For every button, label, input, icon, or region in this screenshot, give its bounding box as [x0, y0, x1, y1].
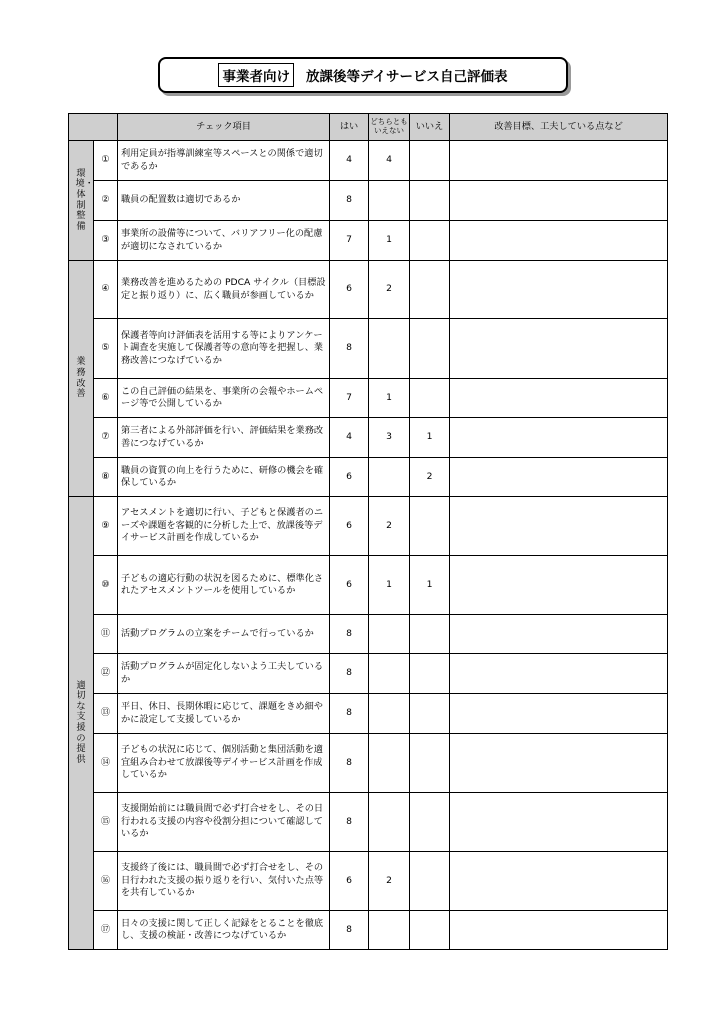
item-number: ⑥ — [94, 379, 118, 418]
item-number: ⑪ — [94, 615, 118, 654]
check-item-text: この自己評価の結果を、事業所の会報やホームページ等で公開しているか — [118, 379, 330, 418]
notes-cell — [450, 654, 668, 694]
header-no: いいえ — [410, 114, 450, 141]
neither-count: 4 — [369, 141, 410, 181]
check-item-text: 支援終了後には、職員間で必ず打合せをし、その日行われた支援の振り返りを行い、気付いた点等を共有しているか — [118, 852, 330, 911]
table-row — [69, 497, 668, 556]
table-row — [69, 556, 668, 615]
check-item-text: 活動プログラムの立案をチームで行っているか — [118, 615, 330, 654]
check-item-text: 保護者等向け評価表を活用する等によりアンケート調査を実施して保護者等の意向等を把握し、業務改善につなげているか — [118, 319, 330, 379]
notes-cell — [450, 694, 668, 734]
neither-count — [369, 615, 410, 654]
yes-count: 8 — [330, 319, 369, 379]
yes-count: 8 — [330, 181, 369, 221]
item-number: ⑮ — [94, 793, 118, 852]
item-number: ③ — [94, 221, 118, 261]
check-item-text: 職員の配置数は適切であるか — [118, 181, 330, 221]
yes-count: 4 — [330, 141, 369, 181]
neither-count: 2 — [369, 261, 410, 319]
table-row — [69, 793, 668, 852]
neither-count — [369, 911, 410, 950]
item-number: ⑨ — [94, 497, 118, 556]
notes-cell — [450, 221, 668, 261]
item-number: ⑧ — [94, 458, 118, 497]
title-main: 放課後等デイサービス自己評価表 — [305, 69, 508, 85]
notes-cell — [450, 556, 668, 615]
table-row — [69, 141, 668, 181]
table-row — [69, 418, 668, 458]
notes-cell — [450, 615, 668, 654]
yes-count: 6 — [330, 458, 369, 497]
no-count — [410, 734, 450, 793]
check-item-text: 職員の資質の向上を行うために、研修の機会を確保しているか — [118, 458, 330, 497]
item-number: ① — [94, 141, 118, 181]
self-evaluation-table — [68, 113, 668, 950]
notes-cell — [450, 458, 668, 497]
item-number: ⑩ — [94, 556, 118, 615]
yes-count: 8 — [330, 694, 369, 734]
notes-cell — [450, 793, 668, 852]
yes-count: 6 — [330, 497, 369, 556]
check-item-text: 業務改善を進めるための PDCA サイクル（目標設定と振り返り）に、広く職員が参画しているか — [118, 261, 330, 319]
item-number: ⑯ — [94, 852, 118, 911]
neither-count — [369, 181, 410, 221]
item-number: ② — [94, 181, 118, 221]
category-work-improvement: 業務改善 — [69, 261, 94, 497]
notes-cell — [450, 319, 668, 379]
no-count — [410, 852, 450, 911]
header-notes: 改善目標、工夫している点など — [450, 114, 668, 141]
document-title — [158, 57, 568, 93]
neither-count — [369, 694, 410, 734]
table-row — [69, 911, 668, 950]
notes-cell — [450, 734, 668, 793]
check-item-text: 第三者による外部評価を行い、評価結果を業務改善につなげているか — [118, 418, 330, 458]
table-row — [69, 694, 668, 734]
table-row — [69, 319, 668, 379]
no-count — [410, 141, 450, 181]
no-count — [410, 497, 450, 556]
check-item-text: 子どもの状況に応じて、個別活動と集団活動を適宜組み合わせて放課後等デイサービス計画を作成しているか — [118, 734, 330, 793]
neither-count — [369, 793, 410, 852]
no-count: 2 — [410, 458, 450, 497]
yes-count: 6 — [330, 261, 369, 319]
check-item-text: 平日、休日、長期休暇に応じて、課題をきめ細やかに設定して支援しているか — [118, 694, 330, 734]
neither-count: 3 — [369, 418, 410, 458]
check-item-text: 子どもの適応行動の状況を図るために、標準化されたアセスメントツールを使用しているか — [118, 556, 330, 615]
table-row — [69, 458, 668, 497]
neither-count — [369, 458, 410, 497]
item-number: ④ — [94, 261, 118, 319]
check-item-text: 日々の支援に関して正しく記録をとることを徹底し、支援の検証・改善につなげているか — [118, 911, 330, 950]
no-count: 1 — [410, 556, 450, 615]
table-row — [69, 734, 668, 793]
check-item-text: 支援開始前には職員間で必ず打合せをし、その日行われる支援の内容や役割分担について確認しているか — [118, 793, 330, 852]
no-count — [410, 261, 450, 319]
no-count — [410, 654, 450, 694]
notes-cell — [450, 181, 668, 221]
yes-count: 8 — [330, 911, 369, 950]
category-appropriate-support: 適切な支援の提供 — [69, 497, 94, 950]
header-neither: どちらとも いえない — [369, 114, 410, 141]
yes-count: 6 — [330, 556, 369, 615]
no-count — [410, 911, 450, 950]
table-row — [69, 379, 668, 418]
check-item-text: 事業所の設備等について、バリアフリー化の配慮が適切になされているか — [118, 221, 330, 261]
table-row — [69, 261, 668, 319]
neither-count — [369, 319, 410, 379]
notes-cell — [450, 379, 668, 418]
notes-cell — [450, 911, 668, 950]
neither-count: 2 — [369, 852, 410, 911]
table-row — [69, 654, 668, 694]
yes-count: 7 — [330, 221, 369, 261]
notes-cell — [450, 141, 668, 181]
check-item-text: アセスメントを適切に行い、子どもと保護者のニーズや課題を客観的に分析した上で、放課後等デイサービス計画を作成しているか — [118, 497, 330, 556]
neither-count: 1 — [369, 221, 410, 261]
table-row — [69, 221, 668, 261]
yes-count: 6 — [330, 852, 369, 911]
neither-count — [369, 654, 410, 694]
table-row — [69, 852, 668, 911]
yes-count: 8 — [330, 793, 369, 852]
header-check-item: チェック項目 — [118, 114, 330, 141]
neither-count: 1 — [369, 379, 410, 418]
item-number: ⑤ — [94, 319, 118, 379]
no-count — [410, 694, 450, 734]
check-item-text: 活動プログラムが固定化しないよう工夫しているか — [118, 654, 330, 694]
notes-cell — [450, 418, 668, 458]
no-count — [410, 615, 450, 654]
yes-count: 4 — [330, 418, 369, 458]
item-number: ⑰ — [94, 911, 118, 950]
no-count: 1 — [410, 418, 450, 458]
notes-cell — [450, 852, 668, 911]
check-item-text: 利用定員が指導訓練室等スペースとの関係で適切であるか — [118, 141, 330, 181]
title-tag: 事業者向け — [218, 63, 294, 87]
neither-count: 2 — [369, 497, 410, 556]
category-environment: 環境・体制整備 — [69, 141, 94, 261]
yes-count: 8 — [330, 654, 369, 694]
item-number: ⑭ — [94, 734, 118, 793]
item-number: ⑫ — [94, 654, 118, 694]
yes-count: 7 — [330, 379, 369, 418]
header-blank — [69, 114, 118, 141]
no-count — [410, 793, 450, 852]
yes-count: 8 — [330, 615, 369, 654]
notes-cell — [450, 261, 668, 319]
no-count — [410, 181, 450, 221]
no-count — [410, 221, 450, 261]
neither-count: 1 — [369, 556, 410, 615]
no-count — [410, 319, 450, 379]
table-row — [69, 615, 668, 654]
yes-count: 8 — [330, 734, 369, 793]
table-row — [69, 181, 668, 221]
header-yes: はい — [330, 114, 369, 141]
item-number: ⑦ — [94, 418, 118, 458]
item-number: ⑬ — [94, 694, 118, 734]
notes-cell — [450, 497, 668, 556]
no-count — [410, 379, 450, 418]
neither-count — [369, 734, 410, 793]
header-row — [69, 114, 668, 141]
